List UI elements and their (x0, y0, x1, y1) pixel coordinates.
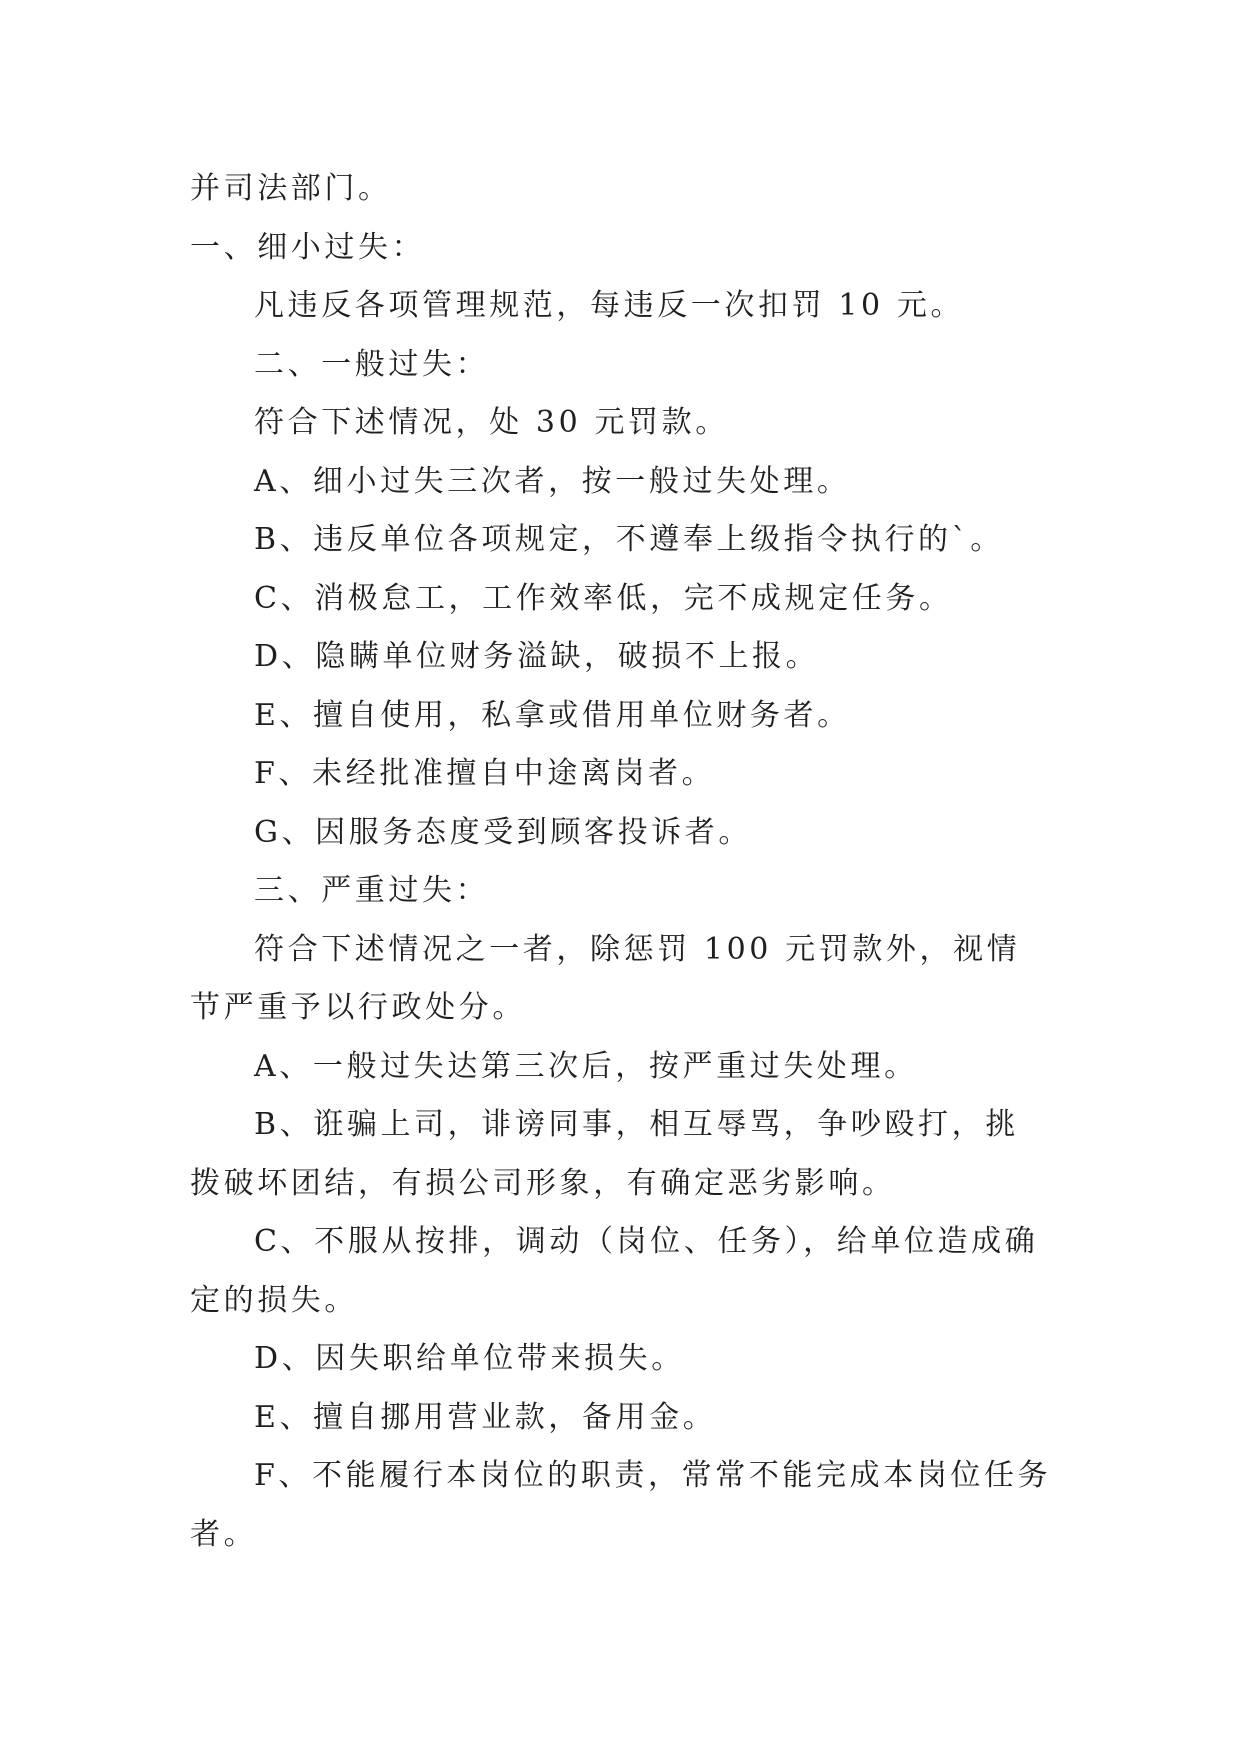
list-item: A、细小过失三次者，按一般过失处理。 (254, 463, 851, 499)
section-heading: 二、一般过失： (254, 346, 490, 382)
list-item: F、未经批准擅自中途离岗者。 (254, 756, 716, 791)
list-item: E、擅自挪用营业款，备用金。 (254, 1399, 717, 1435)
paragraph: 符合下述情况之一者，除惩罚 100 元罚款外，视情节严重予以行政处分。 (190, 931, 1021, 1025)
list-item: C、消极怠工，工作效率低，完不成规定任务。 (254, 580, 953, 616)
list-item: D、隐瞒单位财务溢缺，破损不上报。 (254, 639, 820, 674)
section-heading: 三、严重过失： (254, 873, 490, 908)
list-item: E、擅自使用，私拿或借用单位财务者。 (254, 697, 851, 733)
list-item: B、违反单位各项规定，不遵奉上级指令执行的`。 (254, 522, 1004, 557)
list-item: F、不能履行本岗位的职责，常常不能完成本岗位任务者。 (190, 1458, 1052, 1552)
list-item: B、诳骗上司，诽谤同事，相互辱骂，争吵殴打，挑拨破坏团结，有损公司形象，有确定恶劣影响。 (190, 1107, 1019, 1201)
list-item: C、不服从按排，调动（岗位、任务），给单位造成确定的损失。 (190, 1224, 1039, 1318)
list-item: D、因失职给单位带来损失。 (254, 1341, 685, 1376)
paragraph: 并司法部门。 (190, 171, 392, 206)
section-heading: 一、细小过失： (190, 229, 426, 265)
list-item: G、因服务态度受到顾客投诉者。 (254, 814, 752, 850)
paragraph: 符合下述情况，处 30 元罚款。 (254, 405, 729, 440)
list-item: A、一般过失达第三次后，按严重过失处理。 (254, 1048, 918, 1084)
document-body (190, 160, 1052, 1564)
paragraph: 凡违反各项管理规范，每违反一次扣罚 10 元。 (254, 288, 965, 323)
